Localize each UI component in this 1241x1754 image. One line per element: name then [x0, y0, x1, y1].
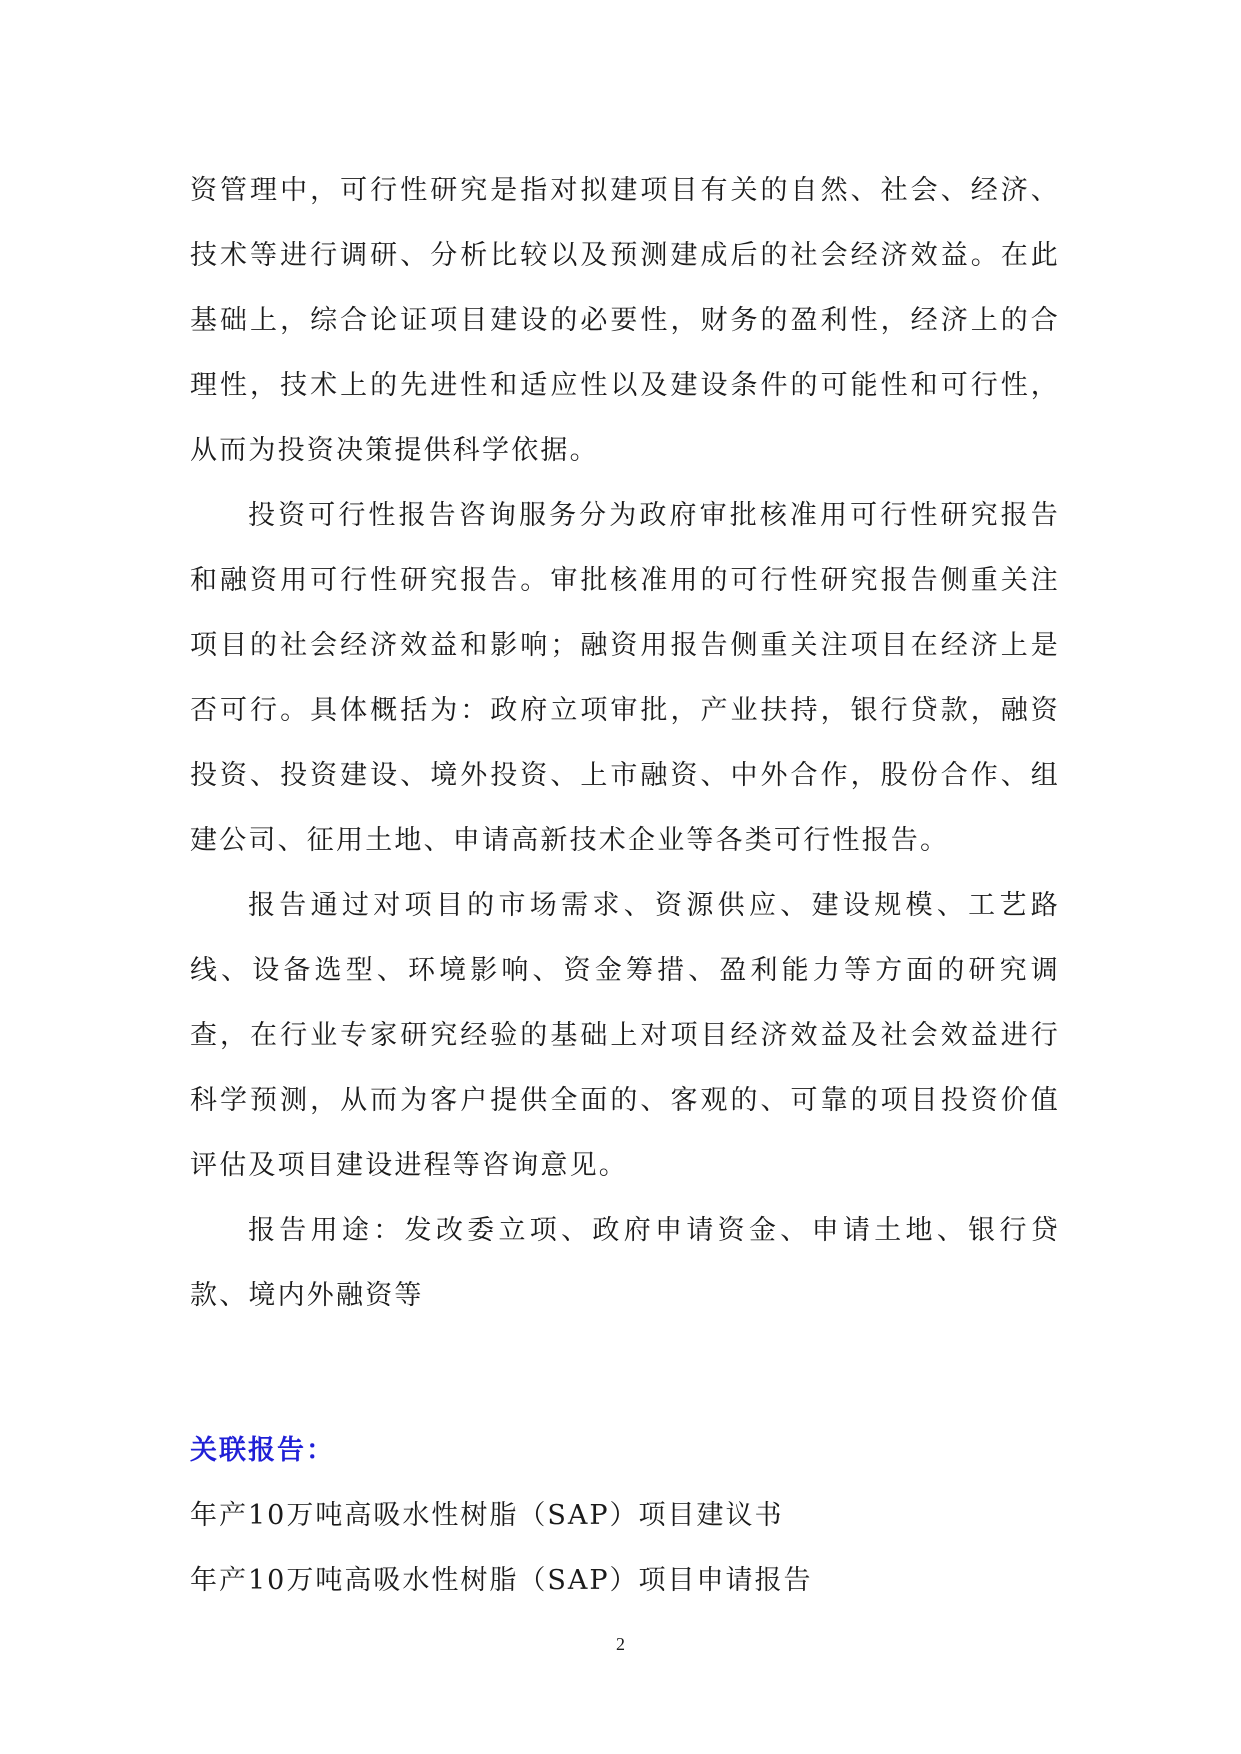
related-reports-list	[190, 1483, 1060, 1613]
related-report-item: 年产10万吨高吸水性树脂（SAP）项目建议书	[190, 1500, 784, 1531]
related-reports-heading: 关联报告：	[190, 1435, 335, 1466]
paragraph-continuation: 资管理中，可行性研究是指对拟建项目有关的自然、社会、经济、技术等进行调研、分析比较以及预测建成后的社会经济效益。在此基础上，综合论证项目建设的必要性，财务的盈利性，经济上的合理性，技术上的先进性和适应性以及建设条件的可能性和可行性，从而为投资决策提供科学依据。	[190, 175, 1060, 466]
page-number: 2	[616, 1634, 625, 1654]
related-report-item: 年产10万吨高吸水性树脂（SAP）项目申请报告	[190, 1565, 813, 1596]
paragraph-report-usage: 报告用途：发改委立项、政府申请资金、申请土地、银行贷款、境内外融资等	[190, 1215, 1060, 1311]
paragraph-report-scope: 报告通过对项目的市场需求、资源供应、建设规模、工艺路线、设备选型、环境影响、资金筹措、盈利能力等方面的研究调查，在行业专家研究经验的基础上对项目经济效益及社会效益进行科学预测，从而为客户提供全面的、客观的、可靠的项目投资价值评估及项目建设进程等咨询意见。	[190, 890, 1060, 1181]
document-body	[190, 158, 1060, 1613]
paragraph-service-types: 投资可行性报告咨询服务分为政府审批核准用可行性研究报告和融资用可行性研究报告。审批核准用的可行性研究报告侧重关注项目的社会经济效益和影响；融资用报告侧重关注项目在经济上是否可行。具体概括为：政府立项审批，产业扶持，银行贷款，融资投资、投资建设、境外投资、上市融资、中外合作，股份合作、组建公司、征用土地、申请高新技术企业等各类可行性报告。	[190, 500, 1060, 856]
